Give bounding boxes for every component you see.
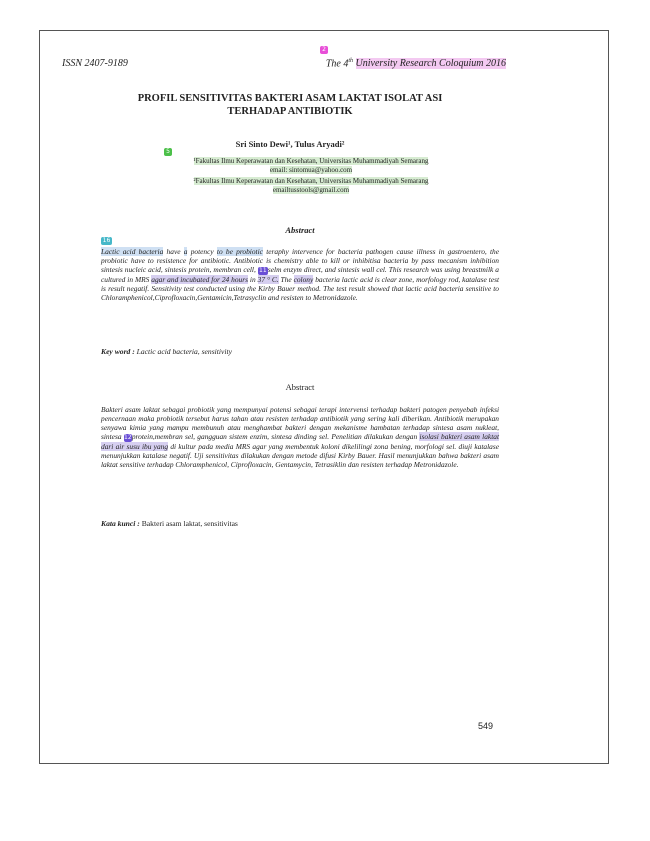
keywords-en-value: Lactic acid bacteria, sensitivity: [134, 347, 232, 356]
abstract-en-seg-14: bacteria lactic acid is clear zone, morfology rod, katalase test is result negatif. Sensitivity test conducted using the Kirby Bauer method. The test result showed that lactic acid bacteria sensitive to Chloramphenicol,Ciprofloxacin,Gentamicin,Tetrasyclin and resisten to Metronidazole.: [101, 275, 499, 303]
abstract-en-inline-marker-badge: 11: [259, 267, 267, 275]
abstract-en-seg-13: colony: [293, 275, 314, 285]
abstract-en-seg-12: The: [278, 275, 294, 285]
abstract-en-seg-2: have: [163, 247, 184, 256]
issn-header: ISSN 2407-9189: [62, 58, 128, 69]
abstract-en-body: [101, 247, 499, 302]
abstract-en-marker-badge: 16: [102, 237, 111, 244]
abstract-en-seg-6: teraphy intervence for bacteria pathogen cause illness in gastroentero, the probiotic have to resistence for antibiotic. Antibiotic is chemistry able to kill or inhibitisa bacteria by pass mecanism inhibition sintesis nucleic acid, sintesis protein, membran cell,: [101, 247, 500, 275]
conference-header: [326, 58, 506, 69]
paper-title: [100, 92, 480, 118]
keywords-id: [101, 519, 238, 528]
page-number: 549: [478, 721, 494, 731]
affiliation-1-line-1: ¹Fakultas Ilmu Keperawatan dan Kesehatan, Universitas Muhammadiyah Semarang: [193, 157, 429, 165]
conference-highlight: University Research Coloquium 2016: [355, 58, 506, 70]
abstract-en-heading: Abstract: [285, 225, 315, 235]
affiliation-1-email: email: sintomua@yahoo.com: [269, 166, 353, 174]
header-marker-badge: 2: [320, 46, 328, 54]
abstract-id-seg-4: isolasi bakteri asam laktat dari air susu ibu yang: [101, 432, 499, 452]
abstract-id-inline-marker-badge: 12: [124, 434, 132, 442]
abstract-id-body: [101, 405, 499, 470]
affiliation-2: [164, 177, 458, 195]
abstract-en-seg-3: a: [183, 247, 188, 256]
abstract-en-seg-9: agar and incubated for 24 hours: [151, 275, 248, 285]
abstract-en-seg-10: in: [248, 275, 258, 285]
affiliation-1: [164, 157, 458, 175]
title-line-2: TERHADAP ANTIBIOTIK: [227, 106, 353, 117]
abstract-id-seg-5: di kultur pada media MRS agar yang membentuk koloni dikelilingi zona bening, morfologi sel. diuji katalase menunjukkan katalase negatif. Uji sensitivitas dilakukan dengan metode difusi Kirby Bauer. Hasil menunjukkan bahwa bakteri asam laktat sensitive terhadap Chloramphenicol, Ciprofloxacin, Gentamycin, Tetrasiklin dan resisten terhadap Metronidazole.: [101, 442, 499, 470]
keywords-en: [101, 347, 232, 356]
keywords-id-label: Kata kunci :: [101, 519, 140, 528]
keywords-en-label: Key word :: [101, 347, 135, 356]
affiliation-marker-badge: 5: [164, 148, 172, 156]
title-line-1: PROFIL SENSITIVITAS BAKTERI ASAM LAKTAT ISOLAT ASI: [137, 93, 443, 104]
abstract-en-seg-7: sel: [267, 265, 277, 275]
conference-sup: th: [348, 58, 354, 64]
abstract-id-seg-1: Bakteri asam laktat sebagai probiotik yang mempunyai potensi sebagai terapi intervensi terhadap bakteri patogen penyebab infeksi pencernaan maka probiotik tersebut harus tahan atau resisten terhadap antibiotik yang sering kali diberikan. Antibiotik merupakan senyawa kimia yang mampu membunuh atau menghambat bakteri dengan mekanisme hambatan terhadap sintesa asam nukleat, sintesa: [101, 405, 499, 442]
keywords-id-value: Bakteri asam laktat, sensitivitas: [139, 519, 238, 528]
affiliation-2-line-1: ²Fakultas Ilmu Keperawatan dan Kesehatan, Universitas Muhammadiyah Semarang: [193, 177, 429, 185]
abstract-en-seg-11: 37 ° C.: [257, 275, 279, 285]
abstract-en-seg-5: to be probiotic: [216, 247, 263, 256]
authors: Sri Sinto Dewi¹, Tulus Aryadi²: [235, 139, 345, 149]
abstract-en-seg-4: potency: [187, 247, 217, 256]
abstract-id-seg-3: rotein,membran sel, gangguan sistem enzim, sintesa dinding sel. Penelitian dilakukan dengan: [135, 432, 420, 442]
abstract-en-seg-1: Lactic acid bacteria: [101, 247, 164, 256]
conference-prefix: The 4: [325, 58, 349, 70]
abstract-id-seg-2: p: [131, 432, 136, 442]
abstract-en-seg-8: m enzym direct, and sintesis wall cel. This research was using breastmilk a cultured in MRS: [101, 265, 499, 285]
affiliation-2-email: emailtusstools@gmail.com: [272, 186, 350, 194]
abstract-id-heading: Abstract: [285, 382, 315, 392]
